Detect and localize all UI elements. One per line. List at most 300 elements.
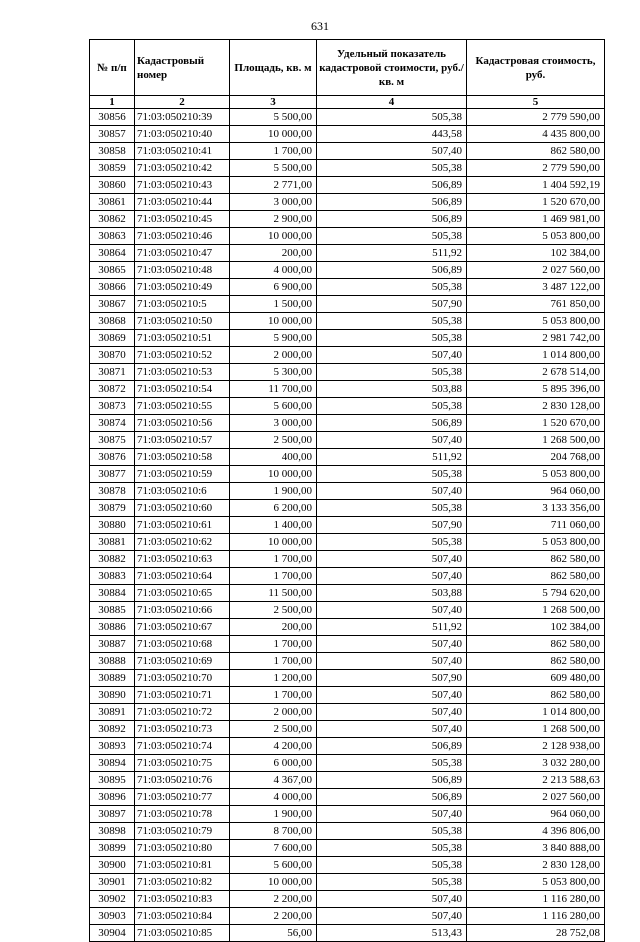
area-cell: 1 900,00 <box>230 806 317 823</box>
cadastral-value-cell: 862 580,00 <box>467 653 605 670</box>
table-row <box>90 381 605 398</box>
row-number-cell: 30887 <box>90 636 135 653</box>
row-number-cell: 30860 <box>90 177 135 194</box>
table-row <box>90 789 605 806</box>
row-number-cell: 30888 <box>90 653 135 670</box>
row-number-cell: 30861 <box>90 194 135 211</box>
table-row <box>90 755 605 772</box>
cadastral-value-cell: 862 580,00 <box>467 143 605 160</box>
cadastral-number-cell: 71:03:050210:47 <box>135 245 230 262</box>
cadastral-number-cell: 71:03:050210:49 <box>135 279 230 296</box>
cadastral-number-cell: 71:03:050210:69 <box>135 653 230 670</box>
cadastral-number-cell: 71:03:050210:5 <box>135 296 230 313</box>
cadastral-value-cell: 1 268 500,00 <box>467 432 605 449</box>
table-row <box>90 687 605 704</box>
cadastral-value-cell: 5 053 800,00 <box>467 874 605 891</box>
cadastral-value-cell: 862 580,00 <box>467 636 605 653</box>
row-number-cell: 30874 <box>90 415 135 432</box>
header-cadastral-value: Кадастровая стоимость, руб. <box>467 40 605 96</box>
area-cell: 3 000,00 <box>230 415 317 432</box>
area-cell: 2 500,00 <box>230 602 317 619</box>
specific-value-cell: 506,89 <box>317 211 467 228</box>
table-row <box>90 432 605 449</box>
row-number-cell: 30872 <box>90 381 135 398</box>
area-cell: 10 000,00 <box>230 126 317 143</box>
cadastral-value-cell: 1 469 981,00 <box>467 211 605 228</box>
table-row <box>90 313 605 330</box>
table-row <box>90 364 605 381</box>
cadastral-number-cell: 71:03:050210:82 <box>135 874 230 891</box>
row-number-cell: 30895 <box>90 772 135 789</box>
table-row <box>90 296 605 313</box>
specific-value-cell: 507,40 <box>317 806 467 823</box>
table-row <box>90 466 605 483</box>
specific-value-cell: 503,88 <box>317 585 467 602</box>
area-cell: 5 500,00 <box>230 109 317 126</box>
area-cell: 10 000,00 <box>230 313 317 330</box>
table-row <box>90 704 605 721</box>
specific-value-cell: 507,40 <box>317 143 467 160</box>
row-number-cell: 30862 <box>90 211 135 228</box>
area-cell: 10 000,00 <box>230 466 317 483</box>
specific-value-cell: 506,89 <box>317 262 467 279</box>
cadastral-number-cell: 71:03:050210:70 <box>135 670 230 687</box>
cadastral-value-cell: 4 396 806,00 <box>467 823 605 840</box>
row-number-cell: 30890 <box>90 687 135 704</box>
specific-value-cell: 507,40 <box>317 687 467 704</box>
area-cell: 400,00 <box>230 449 317 466</box>
table-row <box>90 194 605 211</box>
row-number-cell: 30894 <box>90 755 135 772</box>
cadastral-number-cell: 71:03:050210:41 <box>135 143 230 160</box>
area-cell: 1 400,00 <box>230 517 317 534</box>
area-cell: 10 000,00 <box>230 534 317 551</box>
area-cell: 1 700,00 <box>230 568 317 585</box>
table-row <box>90 602 605 619</box>
page-number: 631 <box>311 19 329 33</box>
row-number-cell: 30873 <box>90 398 135 415</box>
cadastral-number-cell: 71:03:050210:58 <box>135 449 230 466</box>
cadastral-number-cell: 71:03:050210:67 <box>135 619 230 636</box>
area-cell: 5 900,00 <box>230 330 317 347</box>
cadastral-value-table <box>89 39 605 942</box>
cadastral-value-cell: 102 384,00 <box>467 619 605 636</box>
column-number: 2 <box>135 96 230 109</box>
table-row <box>90 347 605 364</box>
area-cell: 1 700,00 <box>230 653 317 670</box>
cadastral-number-cell: 71:03:050210:83 <box>135 891 230 908</box>
area-cell: 2 900,00 <box>230 211 317 228</box>
area-cell: 1 200,00 <box>230 670 317 687</box>
cadastral-value-cell: 609 480,00 <box>467 670 605 687</box>
cadastral-number-cell: 71:03:050210:64 <box>135 568 230 585</box>
specific-value-cell: 505,38 <box>317 500 467 517</box>
row-number-cell: 30858 <box>90 143 135 160</box>
cadastral-number-cell: 71:03:050210:52 <box>135 347 230 364</box>
cadastral-value-cell: 862 580,00 <box>467 551 605 568</box>
cadastral-value-cell: 4 435 800,00 <box>467 126 605 143</box>
table-row <box>90 126 605 143</box>
cadastral-number-cell: 71:03:050210:57 <box>135 432 230 449</box>
cadastral-number-cell: 71:03:050210:68 <box>135 636 230 653</box>
cadastral-value-cell: 2 128 938,00 <box>467 738 605 755</box>
cadastral-number-cell: 71:03:050210:72 <box>135 704 230 721</box>
header-specific-value: Удельный показатель кадастровой стоимости, руб./кв. м <box>317 40 467 96</box>
table-row <box>90 534 605 551</box>
cadastral-number-cell: 71:03:050210:63 <box>135 551 230 568</box>
specific-value-cell: 505,38 <box>317 313 467 330</box>
header-area: Площадь, кв. м <box>230 40 317 96</box>
header-row-number: № п/п <box>90 40 135 96</box>
specific-value-cell: 506,89 <box>317 177 467 194</box>
cadastral-value-cell: 2 779 590,00 <box>467 160 605 177</box>
row-number-cell: 30856 <box>90 109 135 126</box>
cadastral-value-cell: 1 268 500,00 <box>467 602 605 619</box>
column-number: 4 <box>317 96 467 109</box>
specific-value-cell: 505,38 <box>317 364 467 381</box>
cadastral-value-cell: 2 213 588,63 <box>467 772 605 789</box>
table-row <box>90 925 605 942</box>
row-number-cell: 30893 <box>90 738 135 755</box>
cadastral-number-cell: 71:03:050210:65 <box>135 585 230 602</box>
cadastral-value-cell: 1 014 800,00 <box>467 704 605 721</box>
table-row <box>90 551 605 568</box>
table-row <box>90 806 605 823</box>
table-row <box>90 619 605 636</box>
specific-value-cell: 506,89 <box>317 194 467 211</box>
table-row <box>90 211 605 228</box>
cadastral-number-cell: 71:03:050210:61 <box>135 517 230 534</box>
row-number-cell: 30886 <box>90 619 135 636</box>
cadastral-number-cell: 71:03:050210:81 <box>135 857 230 874</box>
cadastral-number-cell: 71:03:050210:51 <box>135 330 230 347</box>
area-cell: 2 000,00 <box>230 704 317 721</box>
row-number-cell: 30880 <box>90 517 135 534</box>
area-cell: 5 600,00 <box>230 857 317 874</box>
row-number-cell: 30868 <box>90 313 135 330</box>
cadastral-value-cell: 5 794 620,00 <box>467 585 605 602</box>
specific-value-cell: 505,38 <box>317 755 467 772</box>
table-row <box>90 670 605 687</box>
row-number-cell: 30899 <box>90 840 135 857</box>
specific-value-cell: 511,92 <box>317 449 467 466</box>
specific-value-cell: 506,89 <box>317 772 467 789</box>
cadastral-number-cell: 71:03:050210:56 <box>135 415 230 432</box>
cadastral-number-cell: 71:03:050210:44 <box>135 194 230 211</box>
specific-value-cell: 507,40 <box>317 721 467 738</box>
table-row <box>90 398 605 415</box>
area-cell: 10 000,00 <box>230 874 317 891</box>
table-body <box>90 109 605 942</box>
table-row <box>90 177 605 194</box>
row-number-cell: 30903 <box>90 908 135 925</box>
area-cell: 1 700,00 <box>230 687 317 704</box>
area-cell: 6 200,00 <box>230 500 317 517</box>
header-row <box>90 40 605 96</box>
cadastral-value-cell: 1 520 670,00 <box>467 194 605 211</box>
area-cell: 4 000,00 <box>230 262 317 279</box>
table-row <box>90 874 605 891</box>
specific-value-cell: 505,38 <box>317 857 467 874</box>
cadastral-number-cell: 71:03:050210:59 <box>135 466 230 483</box>
specific-value-cell: 505,38 <box>317 228 467 245</box>
area-cell: 6 000,00 <box>230 755 317 772</box>
row-number-cell: 30902 <box>90 891 135 908</box>
area-cell: 6 900,00 <box>230 279 317 296</box>
cadastral-number-cell: 71:03:050210:74 <box>135 738 230 755</box>
cadastral-number-cell: 71:03:050210:6 <box>135 483 230 500</box>
area-cell: 8 700,00 <box>230 823 317 840</box>
cadastral-number-cell: 71:03:050210:66 <box>135 602 230 619</box>
specific-value-cell: 507,40 <box>317 551 467 568</box>
cadastral-number-cell: 71:03:050210:43 <box>135 177 230 194</box>
cadastral-number-cell: 71:03:050210:55 <box>135 398 230 415</box>
table-row <box>90 279 605 296</box>
cadastral-value-cell: 3 487 122,00 <box>467 279 605 296</box>
area-cell: 5 600,00 <box>230 398 317 415</box>
cadastral-value-cell: 2 678 514,00 <box>467 364 605 381</box>
cadastral-number-cell: 71:03:050210:53 <box>135 364 230 381</box>
area-cell: 1 700,00 <box>230 551 317 568</box>
specific-value-cell: 507,90 <box>317 296 467 313</box>
row-number-cell: 30863 <box>90 228 135 245</box>
row-number-cell: 30871 <box>90 364 135 381</box>
column-number: 5 <box>467 96 605 109</box>
specific-value-cell: 443,58 <box>317 126 467 143</box>
table-row <box>90 840 605 857</box>
specific-value-cell: 511,92 <box>317 245 467 262</box>
cadastral-value-cell: 964 060,00 <box>467 806 605 823</box>
specific-value-cell: 507,40 <box>317 636 467 653</box>
cadastral-value-cell: 5 053 800,00 <box>467 534 605 551</box>
row-number-cell: 30884 <box>90 585 135 602</box>
cadastral-number-cell: 71:03:050210:39 <box>135 109 230 126</box>
cadastral-value-cell: 2 830 128,00 <box>467 857 605 874</box>
column-number: 1 <box>90 96 135 109</box>
table-row <box>90 245 605 262</box>
column-number: 3 <box>230 96 317 109</box>
specific-value-cell: 507,40 <box>317 483 467 500</box>
specific-value-cell: 507,40 <box>317 602 467 619</box>
table-row <box>90 721 605 738</box>
row-number-cell: 30857 <box>90 126 135 143</box>
cadastral-value-cell: 1 520 670,00 <box>467 415 605 432</box>
table-row <box>90 228 605 245</box>
table-row <box>90 262 605 279</box>
cadastral-number-cell: 71:03:050210:71 <box>135 687 230 704</box>
area-cell: 1 500,00 <box>230 296 317 313</box>
specific-value-cell: 507,40 <box>317 347 467 364</box>
row-number-cell: 30901 <box>90 874 135 891</box>
table-row <box>90 330 605 347</box>
area-cell: 7 600,00 <box>230 840 317 857</box>
cadastral-number-cell: 71:03:050210:46 <box>135 228 230 245</box>
row-number-cell: 30864 <box>90 245 135 262</box>
cadastral-number-cell: 71:03:050210:62 <box>135 534 230 551</box>
specific-value-cell: 506,89 <box>317 789 467 806</box>
cadastral-value-cell: 2 830 128,00 <box>467 398 605 415</box>
cadastral-value-cell: 5 053 800,00 <box>467 313 605 330</box>
specific-value-cell: 507,90 <box>317 517 467 534</box>
specific-value-cell: 505,38 <box>317 330 467 347</box>
specific-value-cell: 511,92 <box>317 619 467 636</box>
specific-value-cell: 505,38 <box>317 398 467 415</box>
cadastral-value-cell: 1 116 280,00 <box>467 891 605 908</box>
area-cell: 2 500,00 <box>230 432 317 449</box>
area-cell: 5 300,00 <box>230 364 317 381</box>
area-cell: 1 700,00 <box>230 636 317 653</box>
cadastral-value-cell: 711 060,00 <box>467 517 605 534</box>
row-number-cell: 30877 <box>90 466 135 483</box>
cadastral-value-cell: 761 850,00 <box>467 296 605 313</box>
cadastral-number-cell: 71:03:050210:80 <box>135 840 230 857</box>
cadastral-number-cell: 71:03:050210:78 <box>135 806 230 823</box>
row-number-cell: 30859 <box>90 160 135 177</box>
cadastral-value-cell: 28 752,08 <box>467 925 605 942</box>
cadastral-value-cell: 862 580,00 <box>467 687 605 704</box>
cadastral-number-cell: 71:03:050210:77 <box>135 789 230 806</box>
table-row <box>90 449 605 466</box>
area-cell: 2 500,00 <box>230 721 317 738</box>
cadastral-value-cell: 2 027 560,00 <box>467 262 605 279</box>
table-row <box>90 772 605 789</box>
area-cell: 4 000,00 <box>230 789 317 806</box>
cadastral-value-cell: 862 580,00 <box>467 568 605 585</box>
row-number-cell: 30867 <box>90 296 135 313</box>
specific-value-cell: 507,40 <box>317 891 467 908</box>
row-number-cell: 30900 <box>90 857 135 874</box>
area-cell: 4 200,00 <box>230 738 317 755</box>
table-row <box>90 908 605 925</box>
specific-value-cell: 506,89 <box>317 738 467 755</box>
area-cell: 4 367,00 <box>230 772 317 789</box>
cadastral-value-cell: 3 840 888,00 <box>467 840 605 857</box>
row-number-cell: 30865 <box>90 262 135 279</box>
specific-value-cell: 507,40 <box>317 432 467 449</box>
cadastral-value-cell: 102 384,00 <box>467 245 605 262</box>
row-number-cell: 30896 <box>90 789 135 806</box>
cadastral-value-cell: 1 116 280,00 <box>467 908 605 925</box>
row-number-cell: 30869 <box>90 330 135 347</box>
specific-value-cell: 513,43 <box>317 925 467 942</box>
specific-value-cell: 505,38 <box>317 823 467 840</box>
specific-value-cell: 505,38 <box>317 534 467 551</box>
area-cell: 2 000,00 <box>230 347 317 364</box>
cadastral-value-cell: 1 268 500,00 <box>467 721 605 738</box>
specific-value-cell: 505,38 <box>317 109 467 126</box>
cadastral-number-cell: 71:03:050210:42 <box>135 160 230 177</box>
area-cell: 200,00 <box>230 245 317 262</box>
cadastral-number-cell: 71:03:050210:79 <box>135 823 230 840</box>
cadastral-value-cell: 2 981 742,00 <box>467 330 605 347</box>
cadastral-value-cell: 204 768,00 <box>467 449 605 466</box>
cadastral-number-cell: 71:03:050210:50 <box>135 313 230 330</box>
table-row <box>90 653 605 670</box>
row-number-cell: 30889 <box>90 670 135 687</box>
table-row <box>90 585 605 602</box>
cadastral-number-cell: 71:03:050210:60 <box>135 500 230 517</box>
area-cell: 2 200,00 <box>230 891 317 908</box>
row-number-cell: 30881 <box>90 534 135 551</box>
specific-value-cell: 505,38 <box>317 874 467 891</box>
area-cell: 56,00 <box>230 925 317 942</box>
row-number-cell: 30878 <box>90 483 135 500</box>
row-number-cell: 30885 <box>90 602 135 619</box>
row-number-cell: 30879 <box>90 500 135 517</box>
specific-value-cell: 507,40 <box>317 908 467 925</box>
table-row <box>90 857 605 874</box>
cadastral-number-cell: 71:03:050210:45 <box>135 211 230 228</box>
row-number-cell: 30898 <box>90 823 135 840</box>
column-number-row <box>90 96 605 109</box>
area-cell: 11 700,00 <box>230 381 317 398</box>
area-cell: 10 000,00 <box>230 228 317 245</box>
row-number-cell: 30876 <box>90 449 135 466</box>
row-number-cell: 30870 <box>90 347 135 364</box>
cadastral-value-cell: 964 060,00 <box>467 483 605 500</box>
cadastral-number-cell: 71:03:050210:40 <box>135 126 230 143</box>
area-cell: 200,00 <box>230 619 317 636</box>
table-row <box>90 415 605 432</box>
area-cell: 2 200,00 <box>230 908 317 925</box>
specific-value-cell: 507,40 <box>317 653 467 670</box>
area-cell: 3 000,00 <box>230 194 317 211</box>
row-number-cell: 30875 <box>90 432 135 449</box>
header-cadastral-number: Кадастровый номер <box>135 40 230 96</box>
area-cell: 1 900,00 <box>230 483 317 500</box>
area-cell: 1 700,00 <box>230 143 317 160</box>
table-row <box>90 160 605 177</box>
cadastral-value-cell: 2 779 590,00 <box>467 109 605 126</box>
cadastral-number-cell: 71:03:050210:73 <box>135 721 230 738</box>
cadastral-value-cell: 1 404 592,19 <box>467 177 605 194</box>
specific-value-cell: 505,38 <box>317 466 467 483</box>
cadastral-value-cell: 3 032 280,00 <box>467 755 605 772</box>
row-number-cell: 30883 <box>90 568 135 585</box>
cadastral-number-cell: 71:03:050210:76 <box>135 772 230 789</box>
specific-value-cell: 505,38 <box>317 160 467 177</box>
specific-value-cell: 507,40 <box>317 568 467 585</box>
table-row <box>90 109 605 126</box>
table-row <box>90 143 605 160</box>
specific-value-cell: 505,38 <box>317 279 467 296</box>
specific-value-cell: 503,88 <box>317 381 467 398</box>
row-number-cell: 30866 <box>90 279 135 296</box>
table-row <box>90 738 605 755</box>
row-number-cell: 30891 <box>90 704 135 721</box>
table-row <box>90 823 605 840</box>
area-cell: 11 500,00 <box>230 585 317 602</box>
cadastral-number-cell: 71:03:050210:48 <box>135 262 230 279</box>
area-cell: 5 500,00 <box>230 160 317 177</box>
cadastral-value-cell: 5 895 396,00 <box>467 381 605 398</box>
area-cell: 2 771,00 <box>230 177 317 194</box>
cadastral-number-cell: 71:03:050210:54 <box>135 381 230 398</box>
table-row <box>90 517 605 534</box>
row-number-cell: 30897 <box>90 806 135 823</box>
row-number-cell: 30892 <box>90 721 135 738</box>
cadastral-value-cell: 5 053 800,00 <box>467 228 605 245</box>
table-row <box>90 500 605 517</box>
cadastral-number-cell: 71:03:050210:85 <box>135 925 230 942</box>
row-number-cell: 30882 <box>90 551 135 568</box>
cadastral-value-cell: 5 053 800,00 <box>467 466 605 483</box>
cadastral-number-cell: 71:03:050210:75 <box>135 755 230 772</box>
specific-value-cell: 507,90 <box>317 670 467 687</box>
cadastral-value-cell: 2 027 560,00 <box>467 789 605 806</box>
table-row <box>90 636 605 653</box>
specific-value-cell: 506,89 <box>317 415 467 432</box>
